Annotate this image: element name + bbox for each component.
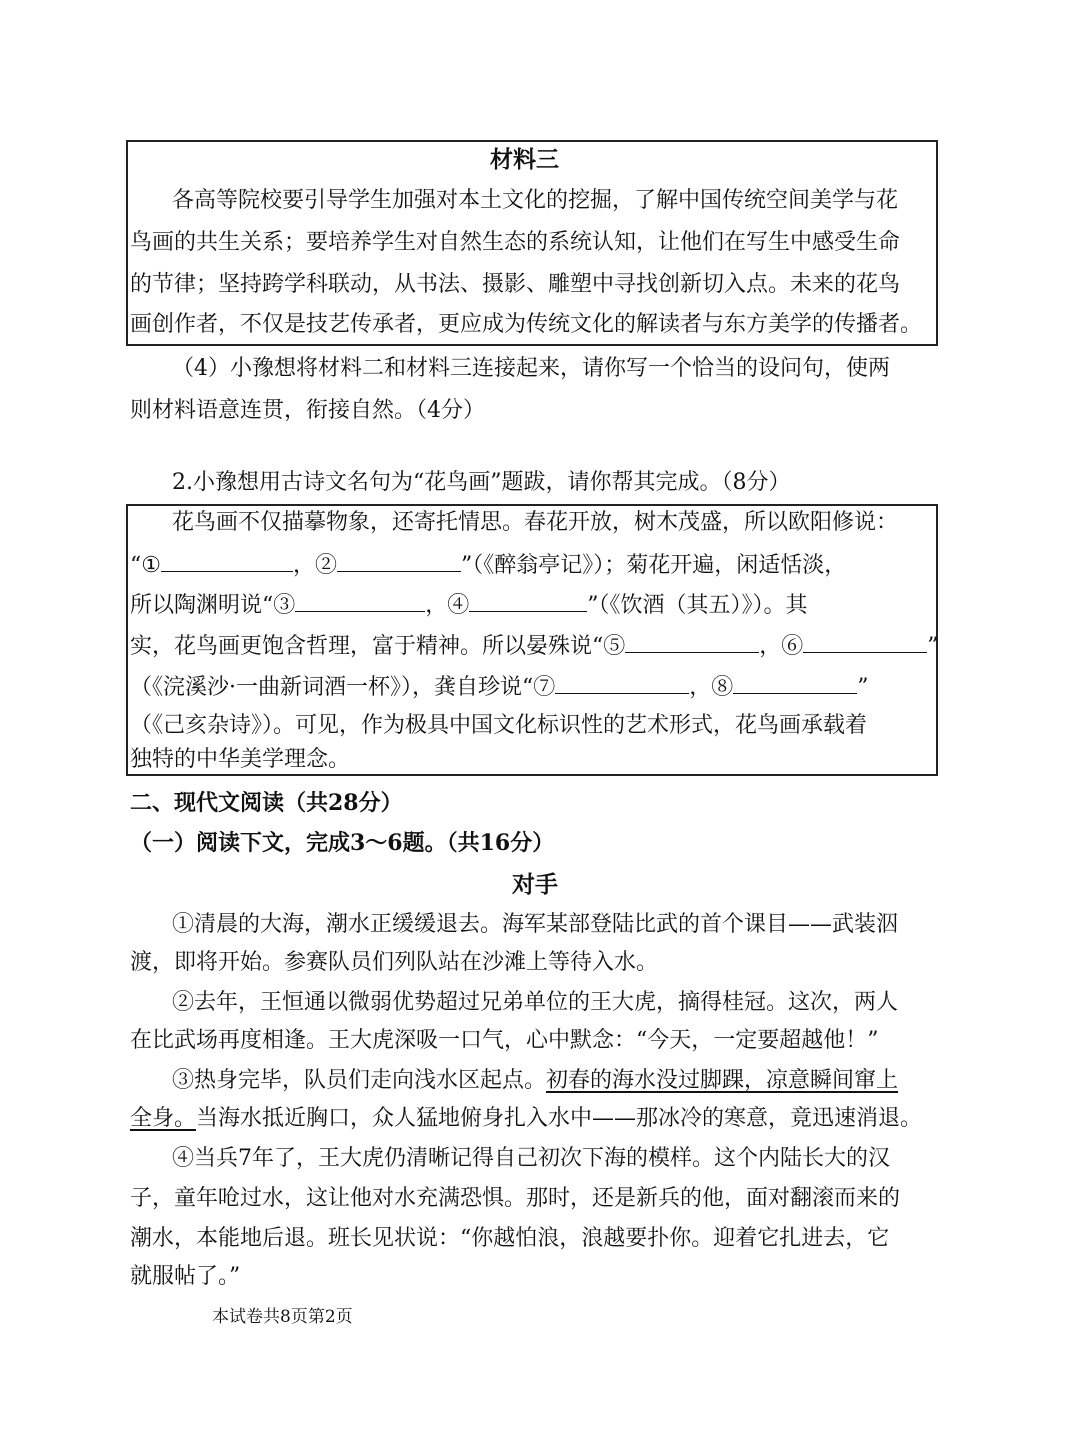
answer-blank-6[interactable] <box>803 630 927 653</box>
underlined-sentence: 全身。 <box>130 1106 197 1131</box>
q2-text: ，⑥ <box>759 634 804 659</box>
article-p2-line-1: ②去年，王恒通以微弱优势超过兄弟单位的王大虎，摘得桂冠。这次，两人 <box>172 990 899 1015</box>
answer-blank-3[interactable] <box>295 589 425 612</box>
q2-text: ，④ <box>425 593 470 618</box>
article-p4-line-3: 潮水，本能地后退。班长见状说：“你越怕浪，浪越要扑你。迎着它扎进去，它 <box>130 1226 890 1251</box>
answer-blank-7[interactable] <box>555 671 689 694</box>
article-text: 当海水抵近胸口，众人猛地俯身扎入水中——那冰冷的寒意，竟迅速消退。 <box>196 1106 923 1131</box>
q2-box-line-7: 独特的中华美学理念。 <box>130 747 351 772</box>
article-text: ③热身完毕，队员们走向浅水区起点。 <box>172 1068 547 1093</box>
material3-line-1: 各高等院校要引导学生加强对本土文化的挖掘，了解中国传统空间美学与花 <box>172 188 899 213</box>
article-p4-line-4: 就服帖了。” <box>130 1264 241 1289</box>
answer-blank-2[interactable] <box>337 549 461 572</box>
answer-blank-8[interactable] <box>733 671 857 694</box>
q2-box-line-6: （《己亥杂诗》）。可见，作为极具中国文化标识性的艺术形式，花鸟画承载着 <box>130 713 868 738</box>
material3-line-2: 鸟画的共生关系；要培养学生对自然生态的系统认知，让他们在写生中感受生命 <box>130 230 901 255</box>
answer-blank-4[interactable] <box>469 589 587 612</box>
material3-line-3: 的节律；坚持跨学科联动，从书法、摄影、雕塑中寻找创新切入点。未来的花鸟 <box>130 272 901 297</box>
q4-line-1: （4）小豫想将材料二和材料三连接起来，请你写一个恰当的设问句，使两 <box>172 356 890 381</box>
q2-text: “① <box>130 553 161 578</box>
q2-text: ” <box>857 675 869 700</box>
q2-text: ” <box>927 634 939 659</box>
article-p2-line-2: 在比武场再度相逢。王大虎深吸一口气，心中默念：“今天，一定要超越他！” <box>130 1028 879 1053</box>
article-p3-line-2 <box>130 1104 922 1134</box>
q2-box-line-1: 花鸟画不仅描摹物象，还寄托情思。春花开放，树木茂盛，所以欧阳修说： <box>172 510 899 535</box>
page-footer: 本试卷共8页第2页 <box>212 1307 353 1327</box>
answer-blank-5[interactable] <box>625 630 759 653</box>
q2-box-line-2 <box>130 549 846 581</box>
q2-box-line-4 <box>130 630 939 662</box>
q4-line-2: 则材料语意连贯，衔接自然。（4分） <box>130 398 485 423</box>
article-p4-line-2: 子，童年呛过水，这让他对水充满恐惧。那时，还是新兵的他，面对翻滚而来的 <box>130 1186 901 1211</box>
q2-text: ”（《饮酒（其五）》）。其 <box>587 593 808 618</box>
q2-text: （《浣溪沙·一曲新词酒一杯》），龚自珍说“⑦ <box>130 675 556 700</box>
q2-text: ，⑧ <box>689 675 734 700</box>
article-p1-line-1: ①清晨的大海，潮水正缓缓退去。海军某部登陆比武的首个课目——武装泅 <box>172 912 899 937</box>
q2-text: 实，花鸟画更饱含哲理，富于精神。所以晏殊说“⑤ <box>130 634 626 659</box>
article-title: 对手 <box>512 871 558 898</box>
article-p4-line-1: ④当兵7年了，王大虎仍清晰记得自己初次下海的模样。这个内陆长大的汉 <box>172 1146 890 1171</box>
q2-prompt: 2.小豫想用古诗文名句为“花鸟画”题跋，请你帮其完成。（8分） <box>172 470 791 495</box>
q2-text: 所以陶渊明说“③ <box>130 593 296 618</box>
article-p3-line-1 <box>172 1066 898 1096</box>
answer-blank-1[interactable] <box>161 549 293 572</box>
q2-box-line-3 <box>130 589 808 621</box>
material3-title: 材料三 <box>490 146 559 173</box>
article-p1-line-2: 渡，即将开始。参赛队员们列队站在沙滩上等待入水。 <box>130 950 659 975</box>
q2-text: ”（《醉翁亭记》）；菊花开遍，闲适恬淡， <box>461 553 847 578</box>
material3-line-4: 画创作者，不仅是技艺传承者，更应成为传统文化的解读者与东方美学的传播者。 <box>130 312 923 337</box>
underlined-sentence: 初春的海水没过脚踝，凉意瞬间窜上 <box>546 1068 899 1093</box>
q2-text: ，② <box>292 553 337 578</box>
q2-box-line-5 <box>130 671 869 703</box>
section-subheading: （一）阅读下文，完成3～6题。（共16分） <box>130 830 555 856</box>
section-heading: 二、现代文阅读（共28分） <box>130 790 403 816</box>
